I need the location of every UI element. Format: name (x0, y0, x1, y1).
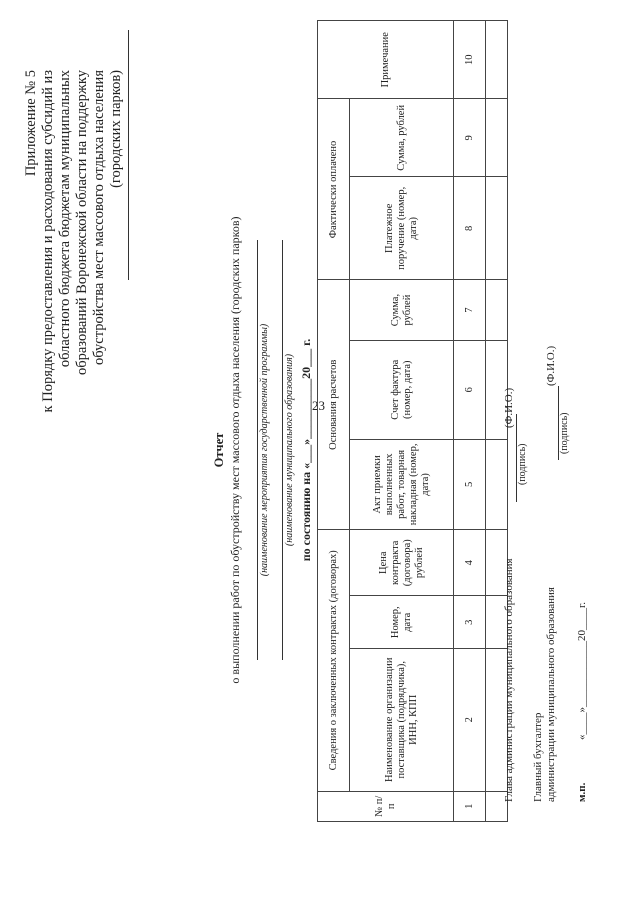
header-number-date: Номер, дата (350, 596, 454, 648)
col-number-6: 6 (454, 340, 486, 439)
col-number-4: 4 (454, 529, 486, 596)
rotated-sheet (20, 20, 620, 880)
appendix-line-1: к Порядку предоставления и расходования субсидий из (40, 70, 56, 413)
header-sum-basis: Сумма, рублей (350, 280, 454, 340)
appendix-block (23, 70, 125, 490)
header-payment-order: Платежное поручение (номер, дата) (350, 177, 454, 280)
header-act: Акт приемки выполненных работ, товарная накладная (номер, дата) (350, 439, 454, 529)
col-number-9: 9 (454, 99, 486, 177)
col-number-5: 5 (454, 439, 486, 529)
appendix-line-4: обустройства мест массового отдыха населения (91, 70, 107, 366)
header-invoice: Счет фактура (номер, дата) (350, 340, 454, 439)
accountant-label-2: администрации муниципального образования (545, 587, 557, 802)
col-number-7: 7 (454, 280, 486, 340)
signature-date: «____»____________20____г. (576, 601, 588, 740)
header-contracts: Сведения о заключенных контрактах (договорах) (318, 529, 350, 791)
appendix-line-5: (городских парков) (108, 70, 124, 188)
page-number: 23 (312, 398, 325, 413)
accountant-label-1: Главный бухгалтер (532, 712, 544, 802)
seal-label: м.п. (576, 782, 588, 802)
head-signature-caption: (подпись) (517, 443, 528, 485)
col-number-2: 2 (454, 648, 486, 791)
head-name-caption: (Ф.И.О.) (503, 387, 515, 428)
header-sum-paid: Сумма, рублей (350, 99, 454, 177)
col-number-3: 3 (454, 596, 486, 648)
header-num: № п/п (318, 791, 454, 821)
table-cell (486, 21, 508, 99)
report-table (317, 20, 508, 822)
appendix-title: Приложение № 5 (23, 70, 39, 177)
header-supplier: Наименование организации поставщика (подрядчика), ИНН, КПП (350, 648, 454, 791)
header-basis: Основания расчетов (318, 280, 350, 530)
as-of-date: по состоянию на «___»__________20___ г. (299, 338, 313, 562)
appendix-line-3: образований Воронежской области на поддержку (74, 70, 90, 376)
col-number-8: 8 (454, 177, 486, 280)
head-label: Глава администрации муниципального образования (503, 558, 515, 802)
col-number-1: 1 (454, 791, 486, 821)
event-caption: (наименование мероприятия государственной программы) (259, 323, 270, 577)
event-line (257, 240, 258, 660)
table-cell (486, 439, 508, 529)
top-rule (128, 30, 129, 280)
municipality-line (282, 240, 283, 660)
header-price: Цена контракта (договора) рублей (350, 529, 454, 596)
header-note: Примечание (318, 21, 454, 99)
report-subtitle: о выполнении работ по обустройству мест массового отдыха населения (городских парков) (228, 216, 242, 684)
header-paid: Фактически оплачено (318, 99, 350, 280)
accountant-signature-caption: (подпись) (559, 412, 570, 454)
table-cell (486, 280, 508, 340)
table-cell (486, 177, 508, 280)
municipality-caption: (наименование муниципального образования) (284, 353, 295, 547)
appendix-line-2: областного бюджета бюджетам муниципальных (57, 70, 73, 368)
report-title: Отчет (212, 432, 226, 468)
col-number-10: 10 (454, 21, 486, 99)
accountant-name-caption: (Ф.И.О.) (545, 345, 557, 386)
table-cell (486, 99, 508, 177)
